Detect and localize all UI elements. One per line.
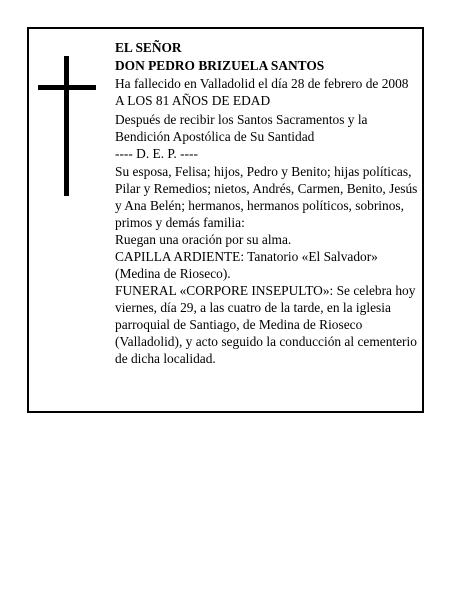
rip-line: ---- D. E. P. ----	[115, 146, 198, 161]
prayer-request: Ruegan una oración por su alma.	[115, 232, 292, 247]
obituary-text	[115, 39, 420, 367]
cross-icon	[38, 56, 96, 196]
deceased-name: DON PEDRO BRIZUELA SANTOS	[115, 58, 325, 73]
cross-horizontal-bar	[38, 85, 96, 90]
chapel-info: CAPILLA ARDIENTE: Tanatorio «El Salvador» (Medina de Rioseco).	[115, 249, 378, 281]
funeral-info: FUNERAL «CORPORE INSEPULTO»: Se celebra hoy viernes, día 29, a las cuatro de la tarde, en la iglesia parroquial de Santiago, de Medina de Rioseco (Valladolid), y acto seguido la conducción al cementerio de dicha localidad.	[115, 283, 417, 366]
death-statement: Ha fallecido en Valladolid el día 28 de febrero de 2008	[115, 76, 409, 91]
title-line-1: EL SEÑOR	[115, 40, 182, 55]
family-list: Su esposa, Felisa; hijos, Pedro y Benito; hijas políticas, Pilar y Remedios; nietos, Andrés, Carmen, Benito, Jesús y Ana Belén; hermanos, hermanos políticos, sobrinos, primos y demás familia:	[115, 164, 418, 230]
age-statement: A LOS 81 AÑOS DE EDAD	[115, 93, 271, 108]
cross-vertical-bar	[64, 56, 69, 196]
sacraments-statement: Después de recibir los Santos Sacramentos y la Bendición Apostólica de Su Santidad	[115, 112, 368, 144]
